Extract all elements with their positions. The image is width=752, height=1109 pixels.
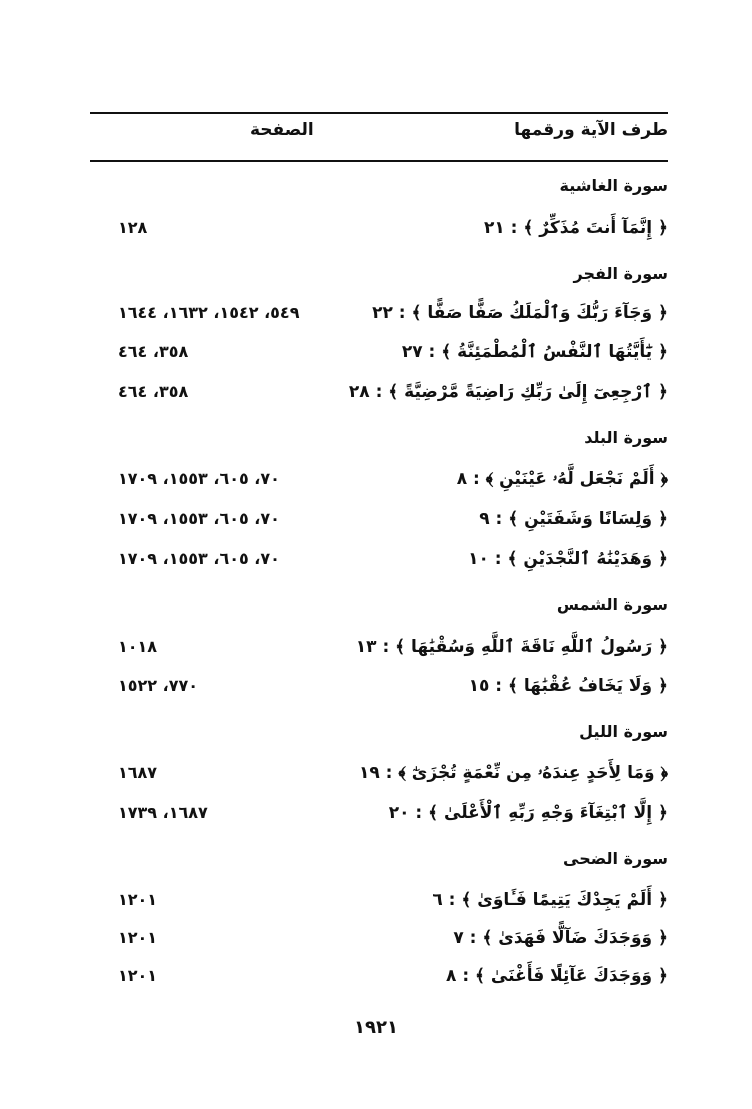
- verse-text: ﴿ وَمَا لِأَحَدٍ عِندَهُۥ مِن نِّعْمَةٍ تُجْزَىٰٓ ﴾ : ١٩: [358, 763, 668, 783]
- page-number: ١٩٢١: [354, 1017, 398, 1038]
- page-refs: ٥٤٩، ١٥٤٢، ١٦٣٢، ١٦٤٤: [118, 303, 300, 322]
- verse-text: ﴿ وَوَجَدَكَ عَآئِلًا فَأَغْنَىٰ ﴾ : ٨: [446, 966, 668, 986]
- table-row: [90, 377, 668, 407]
- page-refs: ١٢٨: [118, 218, 148, 237]
- verse-text: ﴿ وَوَجَدَكَ ضَآلًّا فَهَدَىٰ ﴾ : ٧: [453, 928, 668, 948]
- table-row: [90, 464, 668, 494]
- surah-heading: سورة الضحى: [563, 849, 668, 868]
- page-refs: ٣٥٨، ٤٦٤: [118, 382, 189, 401]
- verse-text: ﴿ أَلَمْ يَجِدْكَ يَتِيمًا فَـَٔاوَىٰ ﴾ : ٦: [432, 890, 668, 910]
- table-row: [90, 213, 668, 243]
- verse-text: ﴿ يَٰٓأَيَّتُهَا ٱلنَّفْسُ ٱلْمُطْمَئِنَّةُ ﴾ : ٢٧: [401, 342, 668, 362]
- page-refs: ٣٥٨، ٤٦٤: [118, 342, 189, 361]
- page-refs: ١٦٨٧: [118, 763, 158, 782]
- page-refs: ٧٠، ٦٠٥، ١٥٥٣، ١٧٠٩: [118, 549, 280, 568]
- table-row: [90, 632, 668, 662]
- table-row: [90, 671, 668, 701]
- table-row: [90, 544, 668, 574]
- verse-text: ﴿ وَلَا يَخَافُ عُقْبَٰهَا ﴾ : ١٥: [468, 676, 668, 696]
- header-bottom-rule: [90, 160, 668, 162]
- table-row: [90, 298, 668, 328]
- verse-text: ﴿ وَلِسَانًا وَشَفَتَيْنِ ﴾ : ٩: [479, 509, 668, 529]
- column-header-verse: طرف الآية ورقمها: [514, 120, 668, 140]
- table-row: [90, 798, 668, 828]
- table-row: [90, 961, 668, 991]
- table-row: [90, 337, 668, 367]
- table-row: [90, 758, 668, 788]
- page-refs: ١٠١٨: [118, 637, 158, 656]
- surah-heading: سورة الغاشية: [559, 176, 668, 195]
- verse-text: ﴿ وَهَدَيْنَٰهُ ٱلنَّجْدَيْنِ ﴾ : ١٠: [468, 549, 668, 569]
- table-row: [90, 504, 668, 534]
- surah-heading: سورة البلد: [584, 428, 668, 447]
- column-header-page: الصفحة: [250, 120, 314, 140]
- verse-text: ﴿ ٱرْجِعِىٓ إِلَىٰ رَبِّكِ رَاضِيَةً مَّرْضِيَّةً ﴾ : ٢٨: [348, 382, 668, 402]
- verse-text: ﴿ إِنَّمَآ أَنتَ مُذَكِّرٌ ﴾ : ٢١: [483, 218, 668, 238]
- verse-text: ﴿ رَسُولُ ٱللَّهِ نَاقَةَ ٱللَّهِ وَسُقْيَٰهَا ﴾ : ١٣: [355, 637, 668, 657]
- page-refs: ١٢٠١: [118, 890, 158, 909]
- page-refs: ٧٧٠، ١٥٢٢: [118, 676, 199, 695]
- surah-heading: سورة الليل: [579, 722, 668, 741]
- header-top-rule: [90, 112, 668, 114]
- verse-text: ﴿ وَجَآءَ رَبُّكَ وَٱلْمَلَكُ صَفًّا صَفًّا ﴾ : ٢٢: [372, 303, 668, 323]
- surah-heading: سورة الفجر: [573, 264, 668, 283]
- surah-heading: سورة الشمس: [556, 595, 668, 614]
- page-refs: ١٦٨٧، ١٧٣٩: [118, 803, 208, 822]
- table-row: [90, 885, 668, 915]
- page-refs: ١٢٠١: [118, 966, 158, 985]
- table-row: [90, 923, 668, 953]
- page-refs: ٧٠، ٦٠٥، ١٥٥٣، ١٧٠٩: [118, 509, 280, 528]
- page-refs: ١٢٠١: [118, 928, 158, 947]
- verse-text: ﴿ أَلَمْ نَجْعَل لَّهُۥ عَيْنَيْنِ ﴾ : ٨: [456, 469, 668, 489]
- page-refs: ٧٠، ٦٠٥، ١٥٥٣، ١٧٠٩: [118, 469, 280, 488]
- verse-text: ﴿ إِلَّا ٱبْتِغَآءَ وَجْهِ رَبِّهِ ٱلْأَعْلَىٰ ﴾ : ٢٠: [388, 803, 668, 823]
